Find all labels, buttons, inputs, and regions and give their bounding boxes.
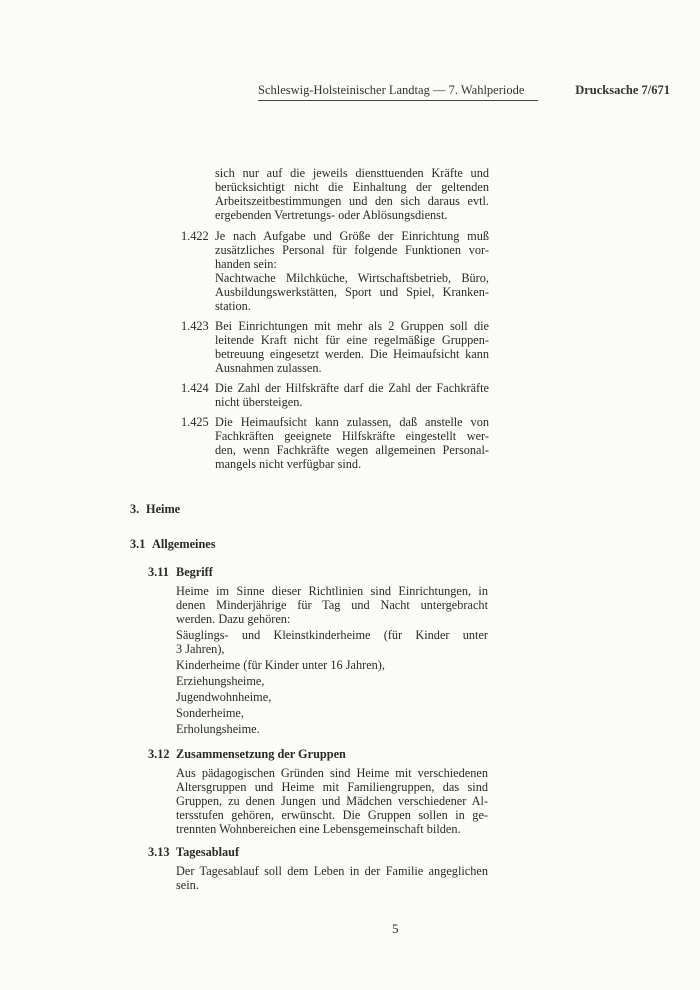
page-number: 5 [392,921,399,936]
cont-line-2: berücksichtigt nicht die Einhaltung der geltenden [215,180,489,194]
s312-line-3: Gruppen, zu denen Jungen und Mädchen verschiedener Al- [176,794,488,808]
heading-3-11-number: 3.11 [148,565,169,579]
s312-line-1: Aus pädagogischen Gründen sind Heime mit verschiedenen [176,766,488,780]
heading-3-13-title: Tagesablauf [176,845,240,859]
heading-3-12-number: 3.12 [148,747,170,761]
heading-3-number: 3. [130,502,140,516]
s1422-line-2: zusätzliches Personal für folgende Funktionen vor- [215,243,489,257]
section-number: 1.424 [181,381,209,395]
s311-line-10: Erholungsheime. [176,722,260,736]
s312-line-5: trennten Wohnbereichen eine Lebensgemeinschaft bilden. [176,822,461,836]
s1422-line-3: handen sein: [215,257,277,271]
s1425-line-1: Die Heimaufsicht kann zulassen, daß anstelle von [215,415,489,429]
heading-3-13-number: 3.13 [148,845,170,859]
s1425-line-4: mangels nicht verfügbar sind. [215,457,362,471]
heading-3-11-title: Begriff [176,565,213,579]
section-number: 1.425 [181,415,209,429]
cont-line-4: ergebenden Vertretungs- oder Ablösungsdienst. [215,208,448,222]
s1424-line-2: nicht übersteigen. [215,395,303,409]
s1422-line-6: station. [215,299,251,313]
cont-line-1: sich nur auf die jeweils diensttuenden Kräfte und [215,166,489,180]
section-number: 1.422 [181,229,209,243]
s1423-line-1: Bei Einrichtungen mit mehr als 2 Gruppen soll die [215,319,489,333]
s1424-line-1: Die Zahl der Hilfskräfte darf die Zahl der Fachkräfte [215,381,489,395]
s311-line-9: Sonderheime, [176,706,244,720]
s313-line-2: sein. [176,878,199,892]
s311-line-2: denen Minderjährige für Tag und Nacht untergebracht [176,598,488,612]
heading-3-1-title: Allgemeines [152,537,216,551]
s311-line-6: Kinderheime (für Kinder unter 16 Jahren), [176,658,385,672]
cont-line-3: Arbeitszeitbestimmungen und den sich daraus evtl. [215,194,489,208]
header-document-number: Drucksache 7/671 [575,83,670,97]
s311-line-1: Heime im Sinne dieser Richtlinien sind Einrichtungen, in [176,584,488,598]
s313-line-1: Der Tagesablauf soll dem Leben in der Familie angeglichen [176,864,488,878]
section-number: 1.423 [181,319,209,333]
s1422-line-5: Ausbildungswerkstätten, Sport und Spiel, Kranken- [215,285,489,299]
s311-line-3: werden. Dazu gehören: [176,612,291,626]
s312-line-4: tersstufen gehören, erwünscht. Die Gruppen sollen in ge- [176,808,488,822]
s1422-line-4: Nachtwache Milchküche, Wirtschaftsbetrieb, Büro, [215,271,489,285]
header-title: Schleswig-Holsteinischer Landtag — 7. Wahlperiode [258,83,525,97]
s1422-line-1: Je nach Aufgabe und Größe der Einrichtung muß [215,229,489,243]
s1425-line-2: Fachkräften geeignete Hilfskräfte eingestellt wer- [215,429,489,443]
heading-3-title: Heime [146,502,181,516]
s311-line-8: Jugendwohnheime, [176,690,272,704]
s1423-line-3: betreuung eingesetzt werden. Die Heimaufsicht kann [215,347,489,361]
s1425-line-3: den, wenn Fachkräfte wegen allgemeinen Personal- [215,443,489,457]
header-rule [258,100,538,101]
s1423-line-4: Ausnahmen zulassen. [215,361,322,375]
s311-line-4: Säuglings- und Kleinstkinderheime (für Kinder unter [176,628,488,642]
heading-3-12-title: Zusammensetzung der Gruppen [176,747,346,761]
heading-3-1-number: 3.1 [130,537,146,551]
s311-line-7: Erziehungsheime, [176,674,265,688]
s312-line-2: Altersgruppen und Heime mit Familiengruppen, das sind [176,780,488,794]
s1423-line-2: leitende Kraft nicht für eine regelmäßige Gruppen- [215,333,489,347]
s311-line-5: 3 Jahren), [176,642,225,656]
